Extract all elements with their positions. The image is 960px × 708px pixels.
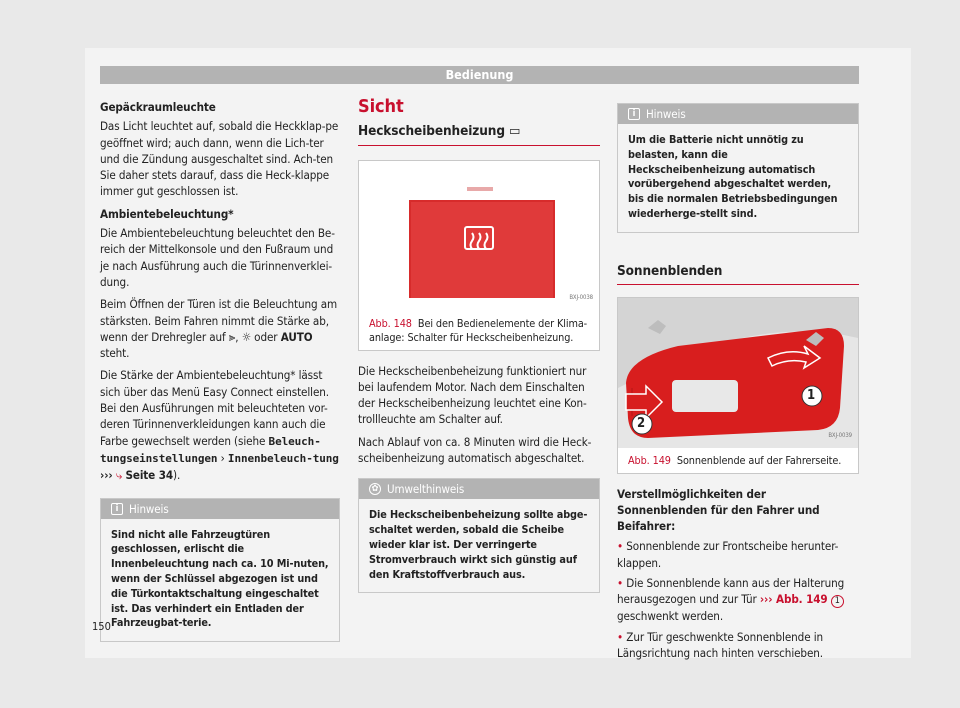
figure-code: BXJ-0039 bbox=[828, 431, 852, 439]
figure-image bbox=[618, 298, 858, 448]
bullet-icon: • bbox=[617, 539, 624, 554]
leaf-icon: ✿ bbox=[369, 483, 381, 495]
bullet-icon: • bbox=[617, 629, 624, 644]
page-ref-icon: ⤷ bbox=[115, 468, 123, 483]
figure-148 bbox=[358, 160, 600, 351]
umwelthinweis-text: Die Heckscheibenbeheizung sollte abge-schaltet werden, sobald die Scheibe wieder klar ist. Der verringerte Stromverbrauch wirkt sich günstig auf den Kraftstoffverbrauch aus. bbox=[369, 508, 588, 581]
paragraph: Das Licht leuchtet auf, sobald die Heckklap-pe geöffnet wird; auch dann, wenn die Lich-ter und die Zündung ausgeschaltet sind. Ach-ten Sie daher stets darauf, dass die Heck-klappe immer gut geschlossen ist. bbox=[100, 119, 339, 199]
sun-visor-illustration bbox=[618, 298, 858, 448]
bullet-icon: • bbox=[617, 576, 624, 591]
bullet-item: • Zur Tür geschwenkte Sonnenblende in Längsrichtung nach hinten verschieben. bbox=[617, 629, 824, 660]
callout-2: 2 bbox=[637, 416, 646, 432]
rear-defrost-button-illustration bbox=[359, 161, 599, 311]
paragraph: Beim Öffnen der Türen ist die Beleuchtung am stärksten. Beim Fahren nimmt die Stärke ab, wenn der Drehregler auf ⫸, ☼ oder AUTO steht. bbox=[100, 297, 338, 361]
menu-path-beleuchtung: Beleuch-tungseinstellungen bbox=[100, 434, 321, 465]
heading-heckscheibenheizung: Heckscheibenheizung ▭ bbox=[358, 123, 600, 145]
paragraph: Die Heckscheibenbeheizung funktioniert nur bei laufendem Motor. Nach dem Einschalten der Heckscheibenheizung leuchtet eine Kon-trollleuchte am Schalter auf. bbox=[358, 363, 587, 427]
heading-gepaeckraumleuchte: Gepäckraumleuchte bbox=[100, 100, 216, 114]
dimmer-off-icon: ⫸, bbox=[228, 329, 239, 344]
hinweis-text: Sind nicht alle Fahrzeugtüren geschlossen, erlischt die Innenbeleuchtung nach ca. 10 Mi-nuten, wenn der Schlüssel abgezogen ist und die Türkontaktschaltung eingeschaltet ist. Das verhindert ein Entladen der Fahrzeugbat-terie. bbox=[111, 527, 329, 630]
left-column bbox=[100, 99, 340, 642]
heading-sonnenblenden: Sonnenblenden bbox=[617, 263, 859, 285]
callout-reference: 1 bbox=[831, 595, 844, 608]
callout-1: 1 bbox=[807, 388, 816, 404]
menu-path-innenbeleuchtung: Innenbeleuch-tung bbox=[227, 451, 339, 465]
figure-149 bbox=[617, 297, 859, 474]
bulb-icon: ☼ bbox=[241, 329, 251, 344]
page-number: 150 bbox=[92, 620, 111, 633]
figure-code: BXJ-0038 bbox=[569, 294, 593, 302]
section-title-sicht: Sicht bbox=[358, 96, 404, 117]
paragraph: Die Ambientebeleuchtung beleuchtet den Be-reich der Mittelkonsole und den Fußraum und je nach Ausführung auch die Türinnenverklei-dung. bbox=[100, 226, 335, 289]
figure-caption: Abb. 149 Sonnenblende auf der Fahrerseite. bbox=[628, 454, 842, 468]
heading-ambientebeleuchtung: Ambientebeleuchtung* bbox=[100, 206, 234, 221]
bullet-item: • Sonnenblende zur Frontscheibe herunter-klappen. bbox=[617, 539, 839, 570]
heading-verstellmoeglichkeiten: Verstellmöglichkeiten der Sonnenblenden für den Fahrer und Beifahrer: bbox=[617, 486, 820, 534]
figure-caption: Abb. 148 Bei den Bedienelemente der Klima-anlage: Schalter für Heckscheibenheizung. bbox=[369, 316, 588, 345]
figure-reference-link[interactable]: ››› Abb. 149 bbox=[759, 592, 828, 607]
hinweis-box-right: i Hinweis Um die Batterie nicht unnötig zu belasten, kann die Heckscheibenheizung automatisch vorübergehend abgeschaltet werden, bis die normalen Betriebsbedingungen wiederherge-stellt sind. bbox=[617, 103, 859, 233]
right-column bbox=[617, 103, 859, 665]
info-icon: i bbox=[111, 503, 123, 515]
hinweis-text: Um die Batterie nicht unnötig zu belasten, kann die Heckscheibenheizung automatisch vorübergehend abgeschaltet werden, bis die normalen Betriebsbedingungen wiederherge-stellt sind. bbox=[628, 133, 838, 220]
middle-column bbox=[358, 96, 600, 593]
page-reference-link[interactable]: Seite 34 bbox=[125, 468, 174, 483]
figure-image bbox=[359, 161, 599, 311]
umwelthinweis-box: ✿ Umwelthinweis Die Heckscheibenbeheizung sollte abge-schaltet werden, sobald die Scheibe wieder klar ist. Der verringerte Stromverbrauch wirkt sich günstig auf den Kraftstoffverbrauch aus. bbox=[358, 478, 600, 593]
bullet-item: • Die Sonnenblende kann aus der Halterung herausgezogen und zur Tür ››› Abb. 149 1 geschwenkt werden. bbox=[617, 576, 845, 624]
rear-defrost-icon: ▭ bbox=[509, 123, 521, 140]
paragraph: Die Stärke der Ambientebeleuchtung* lässt sich über das Menü Easy Connect einstellen. Bei den Ausführungen mit beleuchteten vor-deren Türinnenverkleidungen kann auch die Farbe gewechselt werden (siehe Beleuch-tungseinstellungen › Innenbeleuch-tung ››› ⤷ Seite 34). bbox=[100, 368, 339, 483]
hinweis-box: i Hinweis Sind nicht alle Fahrzeugtüren geschlossen, erlischt die Innenbeleuchtung nach ca. 10 Mi-nuten, wenn der Schlüssel abgezogen ist und die Türkontaktschaltung eingeschaltet ist. Das verhindert ein Entladen der Fahrzeugbat-terie. bbox=[100, 498, 340, 643]
auto-symbol: AUTO bbox=[280, 329, 313, 344]
page-header: Bedienung bbox=[100, 66, 859, 84]
paragraph: Nach Ablauf von ca. 8 Minuten wird die Heck-scheibenheizung automatisch abgeschaltet. bbox=[358, 434, 592, 466]
info-icon: i bbox=[628, 108, 640, 120]
